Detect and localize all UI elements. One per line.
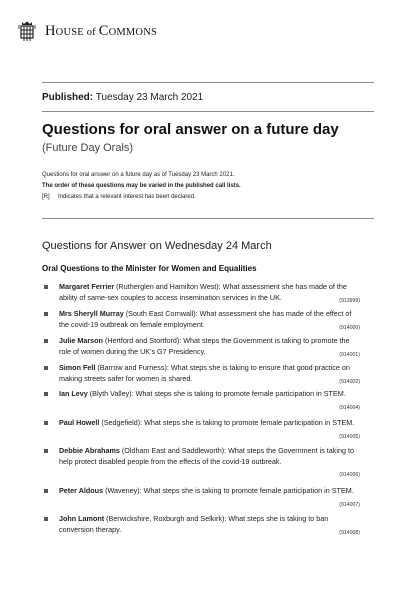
house-of-commons-logo <box>16 20 157 42</box>
divider <box>42 111 374 112</box>
portcullis-icon <box>16 20 38 42</box>
constituency: (Rutherglen and Hamilton West): <box>116 282 221 291</box>
mp-name: Simon Fell <box>59 363 96 372</box>
intro-notes <box>42 170 241 203</box>
question-reference: (914006) <box>339 472 360 478</box>
question-text: What steps she is taking to promote female participation in STEM. <box>135 389 346 398</box>
question-body <box>59 389 360 400</box>
question-body <box>59 309 360 330</box>
bullet-icon <box>44 421 48 425</box>
question-item <box>42 336 360 357</box>
published-label: Published: <box>42 92 94 103</box>
question-reference: (913999) <box>339 298 360 304</box>
question-item <box>42 389 360 411</box>
published-line <box>42 92 203 103</box>
interest-text: Indicates that a relevant interest has been declared. <box>58 194 196 200</box>
question-text: What steps she is taking to promote female participation in STEM. <box>144 418 355 427</box>
page-title: Questions for oral answer on a future day <box>42 121 339 138</box>
mp-name: Julie Marson <box>59 336 103 345</box>
mp-name: Debbie Abrahams <box>59 446 120 455</box>
question-reference: (914005) <box>339 434 360 440</box>
question-item <box>42 446 360 478</box>
question-reference: (914000) <box>339 325 360 331</box>
intro-order-note: The order of these questions may be varied in the published call lists. <box>42 183 241 189</box>
published-date: Tuesday 23 March 2021 <box>95 92 204 103</box>
constituency: (Berwickshire, Roxburgh and Selkirk): <box>106 514 227 523</box>
interest-note <box>42 192 241 203</box>
constituency: (Hertford and Stortford): <box>104 336 182 345</box>
page-subtitle: (Future Day Orals) <box>42 142 134 154</box>
house-of-commons-wordmark: HOUSE of COMMONS <box>45 22 158 39</box>
question-body <box>59 446 360 467</box>
question-body <box>59 282 360 303</box>
question-body <box>59 514 360 535</box>
interest-mark: [R] <box>42 194 50 200</box>
section-heading: Questions for Answer on Wednesday 24 March <box>42 240 272 252</box>
bullet-icon <box>44 449 48 453</box>
question-reference: (914002) <box>339 379 360 385</box>
constituency: (Blyth Valley): <box>89 389 134 398</box>
question-item <box>42 309 360 330</box>
question-text: What steps she is taking to promote female participation in STEM. <box>143 486 354 495</box>
mp-name: Mrs Sheryll Murray <box>59 309 124 318</box>
question-body <box>59 486 360 497</box>
question-text: What assessment she has made of the effect of the covid-19 outbreak on female employment. <box>59 309 352 329</box>
question-body <box>59 363 360 384</box>
question-text: What assessment she has made of the ability of same-sex couples to access insemination services in the UK. <box>59 282 347 302</box>
question-item <box>42 418 360 440</box>
constituency: (South East Cornwall): <box>125 309 198 318</box>
question-text: What steps the Government is taking to help protect disabled people from the effects of the covid-19 outbreak. <box>59 446 354 466</box>
question-item <box>42 514 360 535</box>
question-reference: (914001) <box>339 352 360 358</box>
question-reference: (914007) <box>339 502 360 508</box>
mp-name: Paul Howell <box>59 418 100 427</box>
constituency: (Sedgefield): <box>101 418 143 427</box>
question-text: What steps she is taking to ban conversion therapy. <box>59 514 329 534</box>
question-text: What steps the Government is taking to promote the role of women during the UK's G7 Presidency. <box>59 336 350 356</box>
divider <box>42 218 374 219</box>
question-text: What steps she is taking to ensure that good practice on making streets safer for women is shared. <box>59 363 350 383</box>
mp-name: Margaret Ferrier <box>59 282 115 291</box>
divider <box>42 82 374 83</box>
subsection-heading: Oral Questions to the Minister for Women and Equalities <box>42 264 257 273</box>
question-reference: (914008) <box>339 530 360 536</box>
bullet-icon <box>44 366 48 370</box>
intro-line: Questions for oral answer on a future day as of Tuesday 23 March 2021. <box>42 172 235 178</box>
constituency: (Oldham East and Saddleworth): <box>121 446 227 455</box>
constituency: (Barrow and Furness): <box>97 363 169 372</box>
bullet-icon <box>44 517 48 521</box>
question-item <box>42 363 360 384</box>
bullet-icon <box>44 312 48 316</box>
bullet-icon <box>44 339 48 343</box>
question-item <box>42 486 360 508</box>
question-body <box>59 418 360 429</box>
bullet-icon <box>44 392 48 396</box>
question-reference: (914004) <box>339 405 360 411</box>
bullet-icon <box>44 489 48 493</box>
mp-name: Peter Aldous <box>59 486 104 495</box>
question-body <box>59 336 360 357</box>
mp-name: Ian Levy <box>59 389 88 398</box>
mp-name: John Lamont <box>59 514 105 523</box>
constituency: (Waveney): <box>105 486 142 495</box>
bullet-icon <box>44 285 48 289</box>
question-item <box>42 282 360 303</box>
